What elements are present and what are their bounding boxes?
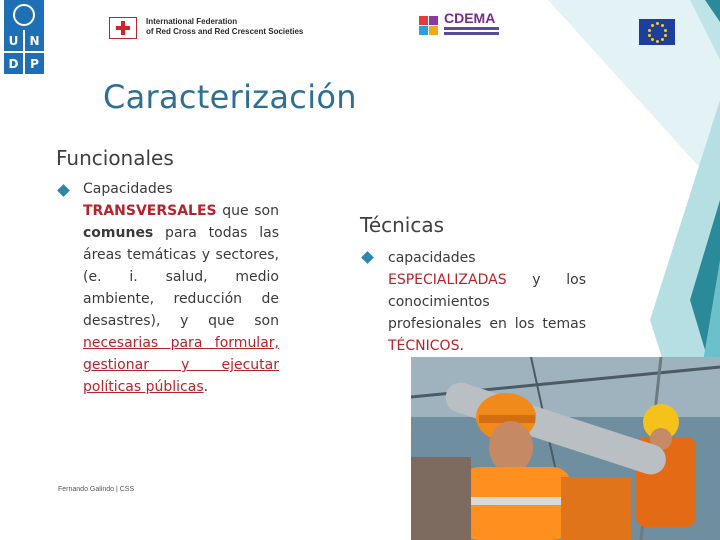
ifrc-name bbox=[146, 17, 303, 37]
un-emblem-icon bbox=[13, 4, 35, 26]
text-run: . bbox=[459, 338, 464, 354]
cdema-logo bbox=[419, 10, 501, 46]
workers-photo bbox=[411, 357, 720, 540]
ifrc-line-1: International Federation bbox=[146, 17, 238, 26]
tecnicas-description bbox=[388, 247, 586, 357]
text-run: Capacidades bbox=[83, 181, 173, 197]
undp-letter: P bbox=[25, 53, 44, 74]
undp-letter: N bbox=[25, 30, 44, 51]
funcionales-description bbox=[83, 178, 279, 398]
slide-title: Caracterización bbox=[103, 78, 357, 116]
highlight-transversales: TRANSVERSALES bbox=[83, 203, 217, 219]
footer-author: Fernando Galindo | CSS bbox=[58, 486, 135, 493]
eu-flag-logo bbox=[639, 19, 675, 45]
text-run: . bbox=[203, 379, 209, 395]
ifrc-logo bbox=[109, 17, 327, 41]
highlight-necesarias: necesarias para formular, gestionar y ejecutar políticas públicas bbox=[83, 335, 279, 395]
cdema-mark-icon bbox=[419, 14, 439, 38]
ifrc-line-2: of Red Cross and Red Crescent Societies bbox=[146, 27, 304, 36]
red-cross-icon bbox=[109, 17, 137, 39]
cdema-subtitle-bar bbox=[444, 32, 499, 35]
cdema-name: CDEMA bbox=[444, 10, 496, 26]
text-run: para todas las áreas temáticas y sectores, (e. i. salud, medio ambiente, reducción de desastres), y que son bbox=[83, 225, 279, 329]
undp-letter: D bbox=[4, 53, 23, 74]
text-run: que son bbox=[216, 203, 279, 219]
undp-logo bbox=[4, 0, 44, 74]
highlight-especializadas: ESPECIALIZADAS bbox=[388, 272, 507, 288]
highlight-tecnicos: TÉCNICOS bbox=[388, 338, 460, 354]
emphasis-comunes: comunes bbox=[83, 225, 154, 241]
undp-letters bbox=[4, 30, 44, 74]
section-heading-funcionales: Funcionales bbox=[56, 146, 174, 170]
text-run: capacidades bbox=[388, 250, 476, 266]
undp-letter: U bbox=[4, 30, 23, 51]
section-heading-tecnicas: Técnicas bbox=[360, 213, 445, 237]
cdema-subtitle-bar bbox=[444, 27, 499, 30]
text-run: y los conocimientos profesionales en los temas bbox=[388, 272, 586, 332]
